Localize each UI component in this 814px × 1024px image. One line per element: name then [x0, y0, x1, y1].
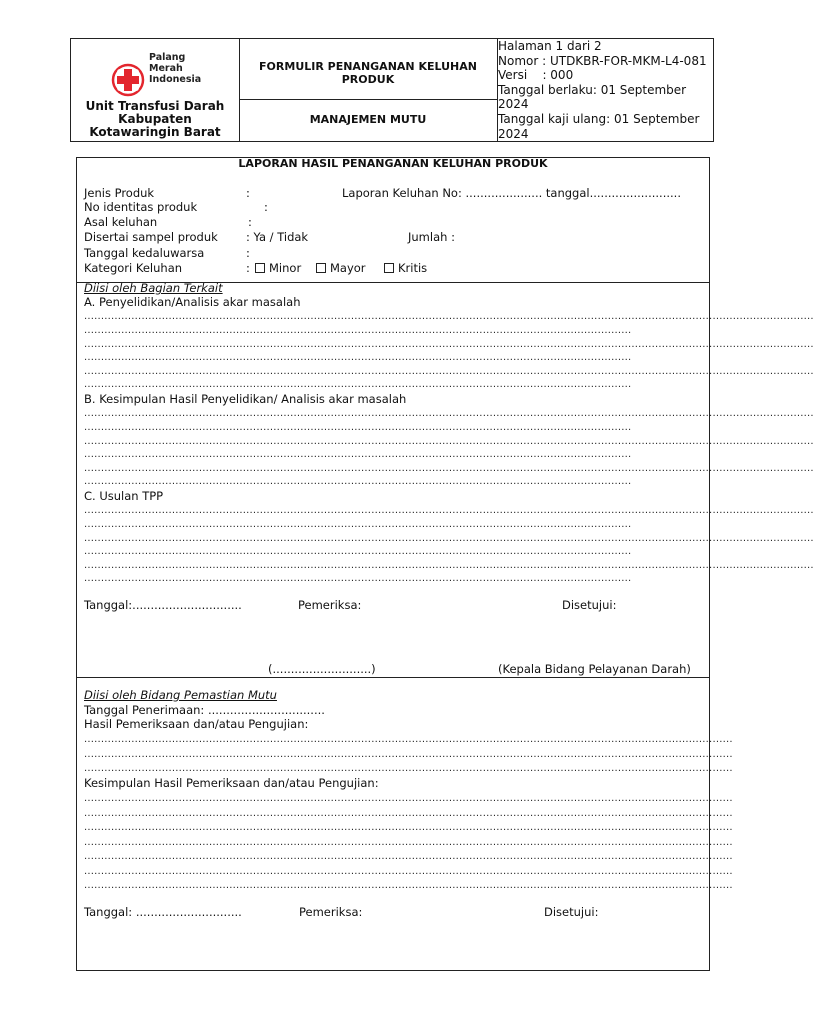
document-number: Nomor : UTDKBR-FOR-MKM-L4-081	[498, 53, 707, 68]
tanggal-penerimaan-field[interactable]: Tanggal Penerimaan: ................................	[84, 703, 325, 717]
fill-line[interactable]: ................................................................................................................................................................................................	[84, 808, 733, 819]
section-heading: Diisi oleh Bidang Pemastian Mutu	[84, 688, 277, 702]
fill-line[interactable]: ..................................................................................................................................................................	[84, 325, 632, 336]
item-b-label: B. Kesimpulan Hasil Penyelidikan/ Analisis akar masalah	[84, 392, 407, 406]
colon: :	[246, 246, 250, 260]
pmi-logo	[111, 49, 211, 99]
hasil-label: Hasil Pemeriksaan dan/atau Pengujian:	[84, 717, 309, 731]
pemeriksa-label: Pemeriksa:	[298, 598, 362, 612]
tanggal-field[interactable]: Tanggal: .............................	[84, 905, 242, 919]
fill-line[interactable]: ..................................................................................................................................................................	[84, 476, 632, 487]
fill-line[interactable]: ................................................................................................................................................................................................	[84, 822, 733, 833]
label-asal-keluhan: Asal keluhan	[84, 215, 158, 229]
red-cross-icon	[111, 63, 145, 97]
item-a-label: A. Penyelidikan/Analisis akar masalah	[84, 295, 301, 309]
fill-line[interactable]: ........................................................................................................................................................................................................................	[84, 311, 814, 322]
checkbox-icon[interactable]	[384, 263, 394, 273]
disetujui-label: Disetujui:	[562, 598, 617, 612]
fill-line[interactable]: ................................................................................................................................................................................................	[84, 793, 733, 804]
review-date: Tanggal kaji ulang: 01 September 2024	[498, 111, 700, 141]
colon: :	[248, 215, 252, 229]
colon: :	[246, 261, 250, 275]
fill-line[interactable]: ..................................................................................................................................................................	[84, 546, 632, 557]
fill-line[interactable]: ..................................................................................................................................................................	[84, 449, 632, 460]
checkbox-icon[interactable]	[255, 263, 265, 273]
approver-title: (Kepala Bidang Pelayanan Darah)	[498, 662, 691, 676]
label-jumlah: Jumlah :	[408, 230, 455, 244]
fill-line[interactable]: ........................................................................................................................................................................................................................	[84, 463, 814, 474]
laporan-keluhan-no[interactable]: Laporan Keluhan No: ..................... tanggal.........................	[342, 186, 681, 200]
fill-line[interactable]: ................................................................................................................................................................................................	[84, 749, 733, 760]
label-tanggal-kedaluwarsa: Tanggal kedaluwarsa	[84, 246, 205, 260]
fill-line[interactable]: ........................................................................................................................................................................................................................	[84, 436, 814, 447]
signature-line[interactable]: (...........................)	[268, 662, 376, 676]
fill-line[interactable]: ........................................................................................................................................................................................................................	[84, 366, 814, 377]
fill-line[interactable]: ................................................................................................................................................................................................	[84, 763, 733, 774]
divider	[239, 99, 497, 100]
version: Versi : 000	[498, 68, 574, 83]
tanggal-field[interactable]: Tanggal:..............................	[84, 598, 242, 612]
section-heading: Diisi oleh Bagian Terkait	[84, 281, 223, 295]
fill-line[interactable]: ..................................................................................................................................................................	[84, 352, 632, 363]
ya-tidak-option[interactable]: : Ya / Tidak	[246, 230, 309, 244]
document-header	[70, 38, 714, 142]
label-no-identitas: No identitas produk	[84, 200, 198, 214]
fill-line[interactable]: ................................................................................................................................................................................................	[84, 734, 733, 745]
fill-line[interactable]: ................................................................................................................................................................................................	[84, 851, 733, 862]
disetujui-label: Disetujui:	[544, 905, 599, 919]
fill-line[interactable]: ........................................................................................................................................................................................................................	[84, 505, 814, 516]
fill-line[interactable]: ..................................................................................................................................................................	[84, 379, 632, 390]
checkbox-kritis[interactable]: Kritis	[384, 261, 427, 275]
colon: :	[246, 186, 250, 200]
fill-line[interactable]: ..................................................................................................................................................................	[84, 573, 632, 584]
form-title: FORMULIR PENANGANAN KELUHAN PRODUK	[259, 60, 477, 86]
fill-line[interactable]: ........................................................................................................................................................................................................................	[84, 533, 814, 544]
colon: :	[264, 200, 268, 214]
fill-line[interactable]: ................................................................................................................................................................................................	[84, 837, 733, 848]
logo-text: Palang Merah Indonesia	[149, 52, 202, 85]
fill-line[interactable]: ................................................................................................................................................................................................	[84, 866, 733, 877]
fill-line[interactable]: ..................................................................................................................................................................	[84, 519, 632, 530]
section-title: MANAJEMEN MUTU	[309, 113, 427, 126]
effective-date: Tanggal berlaku: 01 September 2024	[498, 82, 687, 112]
checkbox-minor[interactable]: Minor	[255, 261, 301, 275]
checkbox-mayor[interactable]: Mayor	[316, 261, 366, 275]
divider	[76, 677, 710, 678]
fill-line[interactable]: ........................................................................................................................................................................................................................	[84, 560, 814, 571]
fill-line[interactable]: ..................................................................................................................................................................	[84, 422, 632, 433]
document-meta	[498, 39, 712, 141]
unit-name: Unit Transfusi Darah Kabupaten Kotawaringin Barat	[85, 99, 225, 139]
fill-line[interactable]: ................................................................................................................................................................................................	[84, 880, 733, 891]
page-number: Halaman 1 dari 2	[498, 39, 602, 53]
label-disertai-sampel: Disertai sampel produk	[84, 230, 218, 244]
fill-line[interactable]: ........................................................................................................................................................................................................................	[84, 408, 814, 419]
fill-line[interactable]: ........................................................................................................................................................................................................................	[84, 339, 814, 350]
checkbox-icon[interactable]	[316, 263, 326, 273]
kesimpulan-label: Kesimpulan Hasil Pemeriksaan dan/atau Pengujian:	[84, 776, 379, 790]
report-title: LAPORAN HASIL PENANGANAN KELUHAN PRODUK	[238, 157, 548, 170]
item-c-label: C. Usulan TPP	[84, 489, 164, 503]
pemeriksa-label: Pemeriksa:	[299, 905, 363, 919]
label-kategori-keluhan: Kategori Keluhan	[84, 261, 183, 275]
label-jenis-produk: Jenis Produk	[84, 186, 155, 200]
